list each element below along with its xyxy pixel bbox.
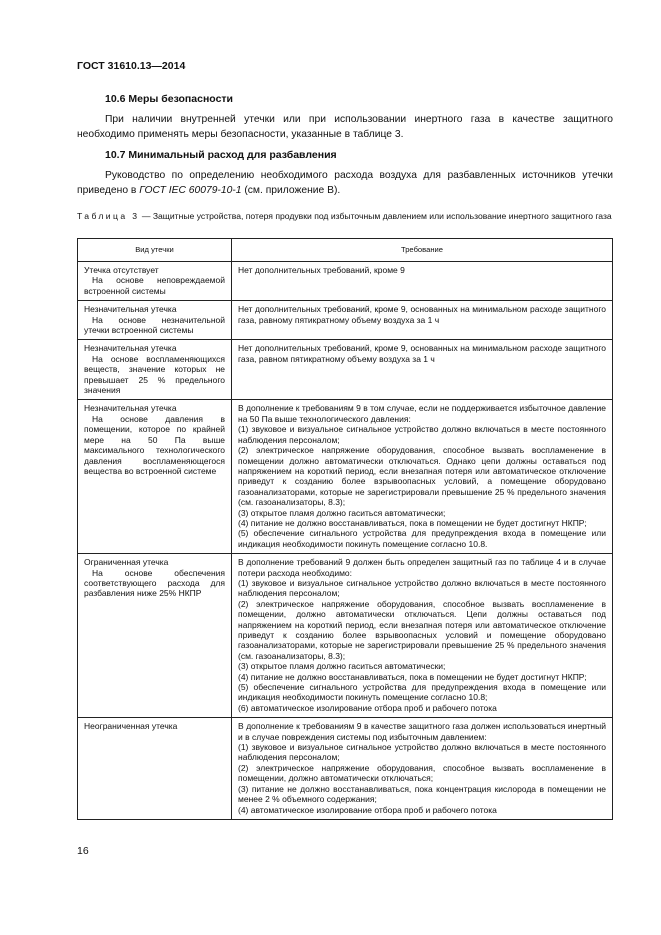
leak-type-cell [78,400,232,554]
table-row [78,554,613,718]
requirement-item: (2) электрическое напряжение оборудования, способное вызвать воспламенение в помещении должно автоматически отключаться. Однако цепи должны оставаться под напряжением на короткий период, если внезапная потеря или автоматическое отключение приведут к созданию более взрывоопасных условий, а помещение оборудовано газоанализаторами, которые не зарегистрировали превышение 25 % предельного значения (см. газоанализаторы, 8.3); [238,445,606,508]
leak-type-cell [78,554,232,718]
requirement-item: В дополнение требований 9 должен быть определен защитный газ по таблице 4 и в случае потери расхода необходимо: [238,557,606,578]
section-paragraph-dilution [77,168,613,198]
requirement-item: (1) звуковое и визуальное сигнальное устройство должно включаться в месте постоянного наблюдения персоналом; [238,742,606,763]
requirement-item: Нет дополнительных требований, кроме 9, основанных на минимальном расходе защитного газа, равному пятикратному объему воздуха за 1 ч [238,304,606,325]
table-caption-label: Таблица 3 [77,211,140,221]
table-body [78,262,613,820]
requirement-item: (4) питание не должно восстанавливаться, пока в помещении не будет достигнут НКПР; [238,671,587,682]
leak-type-cell [78,301,232,340]
leak-type-title: Утечка отсутствует [84,265,159,275]
section-heading-dilution: 10.7 Минимальный расход для разбавления [105,149,337,161]
requirement-item: (4) автоматическое изолирование отбора проб и рабочего потока [238,804,497,815]
section-paragraph-safety: При наличии внутренней утечки или при использовании инертного газа в качестве защитного необходимо применять меры безопасности, указанные в таблице 3. [77,114,613,140]
leak-type-title: Незначительная утечка [84,304,177,315]
requirement-item: (5) обеспечение сигнального устройства для предупреждения входа в помещение или индикация необходимости покинуть помещение согласно 10.8; [238,682,606,703]
requirement-cell [232,340,613,400]
requirement-cell [232,554,613,718]
requirement-item: (1) звуковое и визуальное сигнальное устройство должно включаться в месте постоянного наблюдения персоналом; [238,424,606,445]
leak-type-cell [78,718,232,820]
column-header-leak-type: Вид утечки [78,239,232,262]
leak-type-description: На основе незначительной утечки встроенной системы [84,314,225,336]
requirement-item: (6) автоматическое изолирование отбора проб и рабочего потока [238,702,497,713]
table-row [78,400,613,554]
standard-reference-link: ГОСТ IEC 60079-10-1 [139,185,242,196]
table-caption [77,211,617,223]
column-header-requirement: Требование [232,239,613,262]
requirement-item: Нет дополнительных требований, кроме 9 [238,265,405,275]
requirement-item: (1) звуковое и визуальное сигнальное устройство должно включаться в месте постоянного наблюдения персоналом; [238,577,606,599]
requirement-item: (2) электрическое напряжение оборудования, способное вызвать воспламенение в помещении, должно автоматически отключаться; [238,762,606,784]
leak-type-description: На основе давления в помещении, которое по крайней мере на 50 Па выше максимального технологического давления воспламеняющегося вещества во встроенной системе [84,413,225,476]
requirement-item: Нет дополнительных требований, кроме 9, основанных на минимальном расходе защитного газа, равном пятикратному объему воздуха за 1 ч [238,343,606,364]
paragraph-text-post: (см. приложение В). [241,185,341,196]
page-number: 16 [77,845,89,857]
requirement-item: (2) электрическое напряжение оборудования, способное вызвать воспламенение в помещении, должно автоматически отключаться. Цепи должны оставаться под напряжением на короткий период, если внезапная потеря или автоматическое отключение приведут к созданию более взрывоопасных условий и помещение оборудовано газоанализаторами, которые не зарегистрировали превышение 25 % предельного значения (см. газоанализаторы, 8.3); [238,598,606,661]
leak-type-title: Незначительная утечка [84,343,177,354]
leak-type-description: На основе неповреждаемой встроенной системы [84,275,225,296]
requirement-item: (4) питание не должно восстанавливаться, пока в помещении не будет достигнут НКПР; [238,517,587,528]
requirement-item: (5) обеспечение сигнального устройства для предупреждения входа в помещение или индикация необходимости покинуть помещение согласно 10.8. [238,528,606,549]
requirement-cell [232,400,613,554]
leak-type-title: Ограниченная утечка [84,557,169,568]
requirement-cell [232,718,613,820]
leak-type-cell [78,262,232,301]
requirement-cell [232,301,613,340]
table-row [78,262,613,301]
requirement-item: (3) питание не должно восстанавливаться, пока концентрация кислорода в помещении не менее 2 % объемного содержания; [238,783,606,805]
requirement-item: (3) открытое пламя должно гаситься автоматически; [238,507,446,518]
table-caption-text: — Защитные устройства, потеря продувки под избыточным давлением или использование инертного защитного газа [139,211,612,221]
table-row [78,340,613,400]
leak-type-description: На основе воспламеняющихся веществ, значение которых не превышает 25 % предельного значения [84,353,225,396]
section-heading-safety: 10.6 Меры безопасности [105,93,234,105]
leak-type-title: Незначительная утечка [84,403,177,414]
requirement-item: В дополнение к требованиям 9 в том случае, если не поддерживается избыточное давление на 50 Па выше технологического давления: [238,403,606,424]
requirements-table [77,238,613,820]
leak-type-cell [78,340,232,400]
requirement-cell [232,262,613,301]
table-row [78,718,613,820]
requirement-item: (3) открытое пламя должно гаситься автоматически; [238,661,446,672]
leak-type-title: Неограниченная утечка [84,721,178,732]
table-header-row [78,239,613,262]
leak-type-description: На основе обеспечения соответствующего расхода для разбавления ниже 25% НКПР [84,567,225,599]
paragraph-text-pre: Руководство по определению необходимого расхода воздуха для разбавленных источников утечки приведено в [77,170,613,196]
document-code: ГОСТ 31610.13—2014 [77,60,186,72]
table-row [78,301,613,340]
requirement-item: В дополнение к требованиям 9 в качестве защитного газа должен использоваться инертный и в случае повреждения системы под избыточным давлением: [238,721,606,742]
